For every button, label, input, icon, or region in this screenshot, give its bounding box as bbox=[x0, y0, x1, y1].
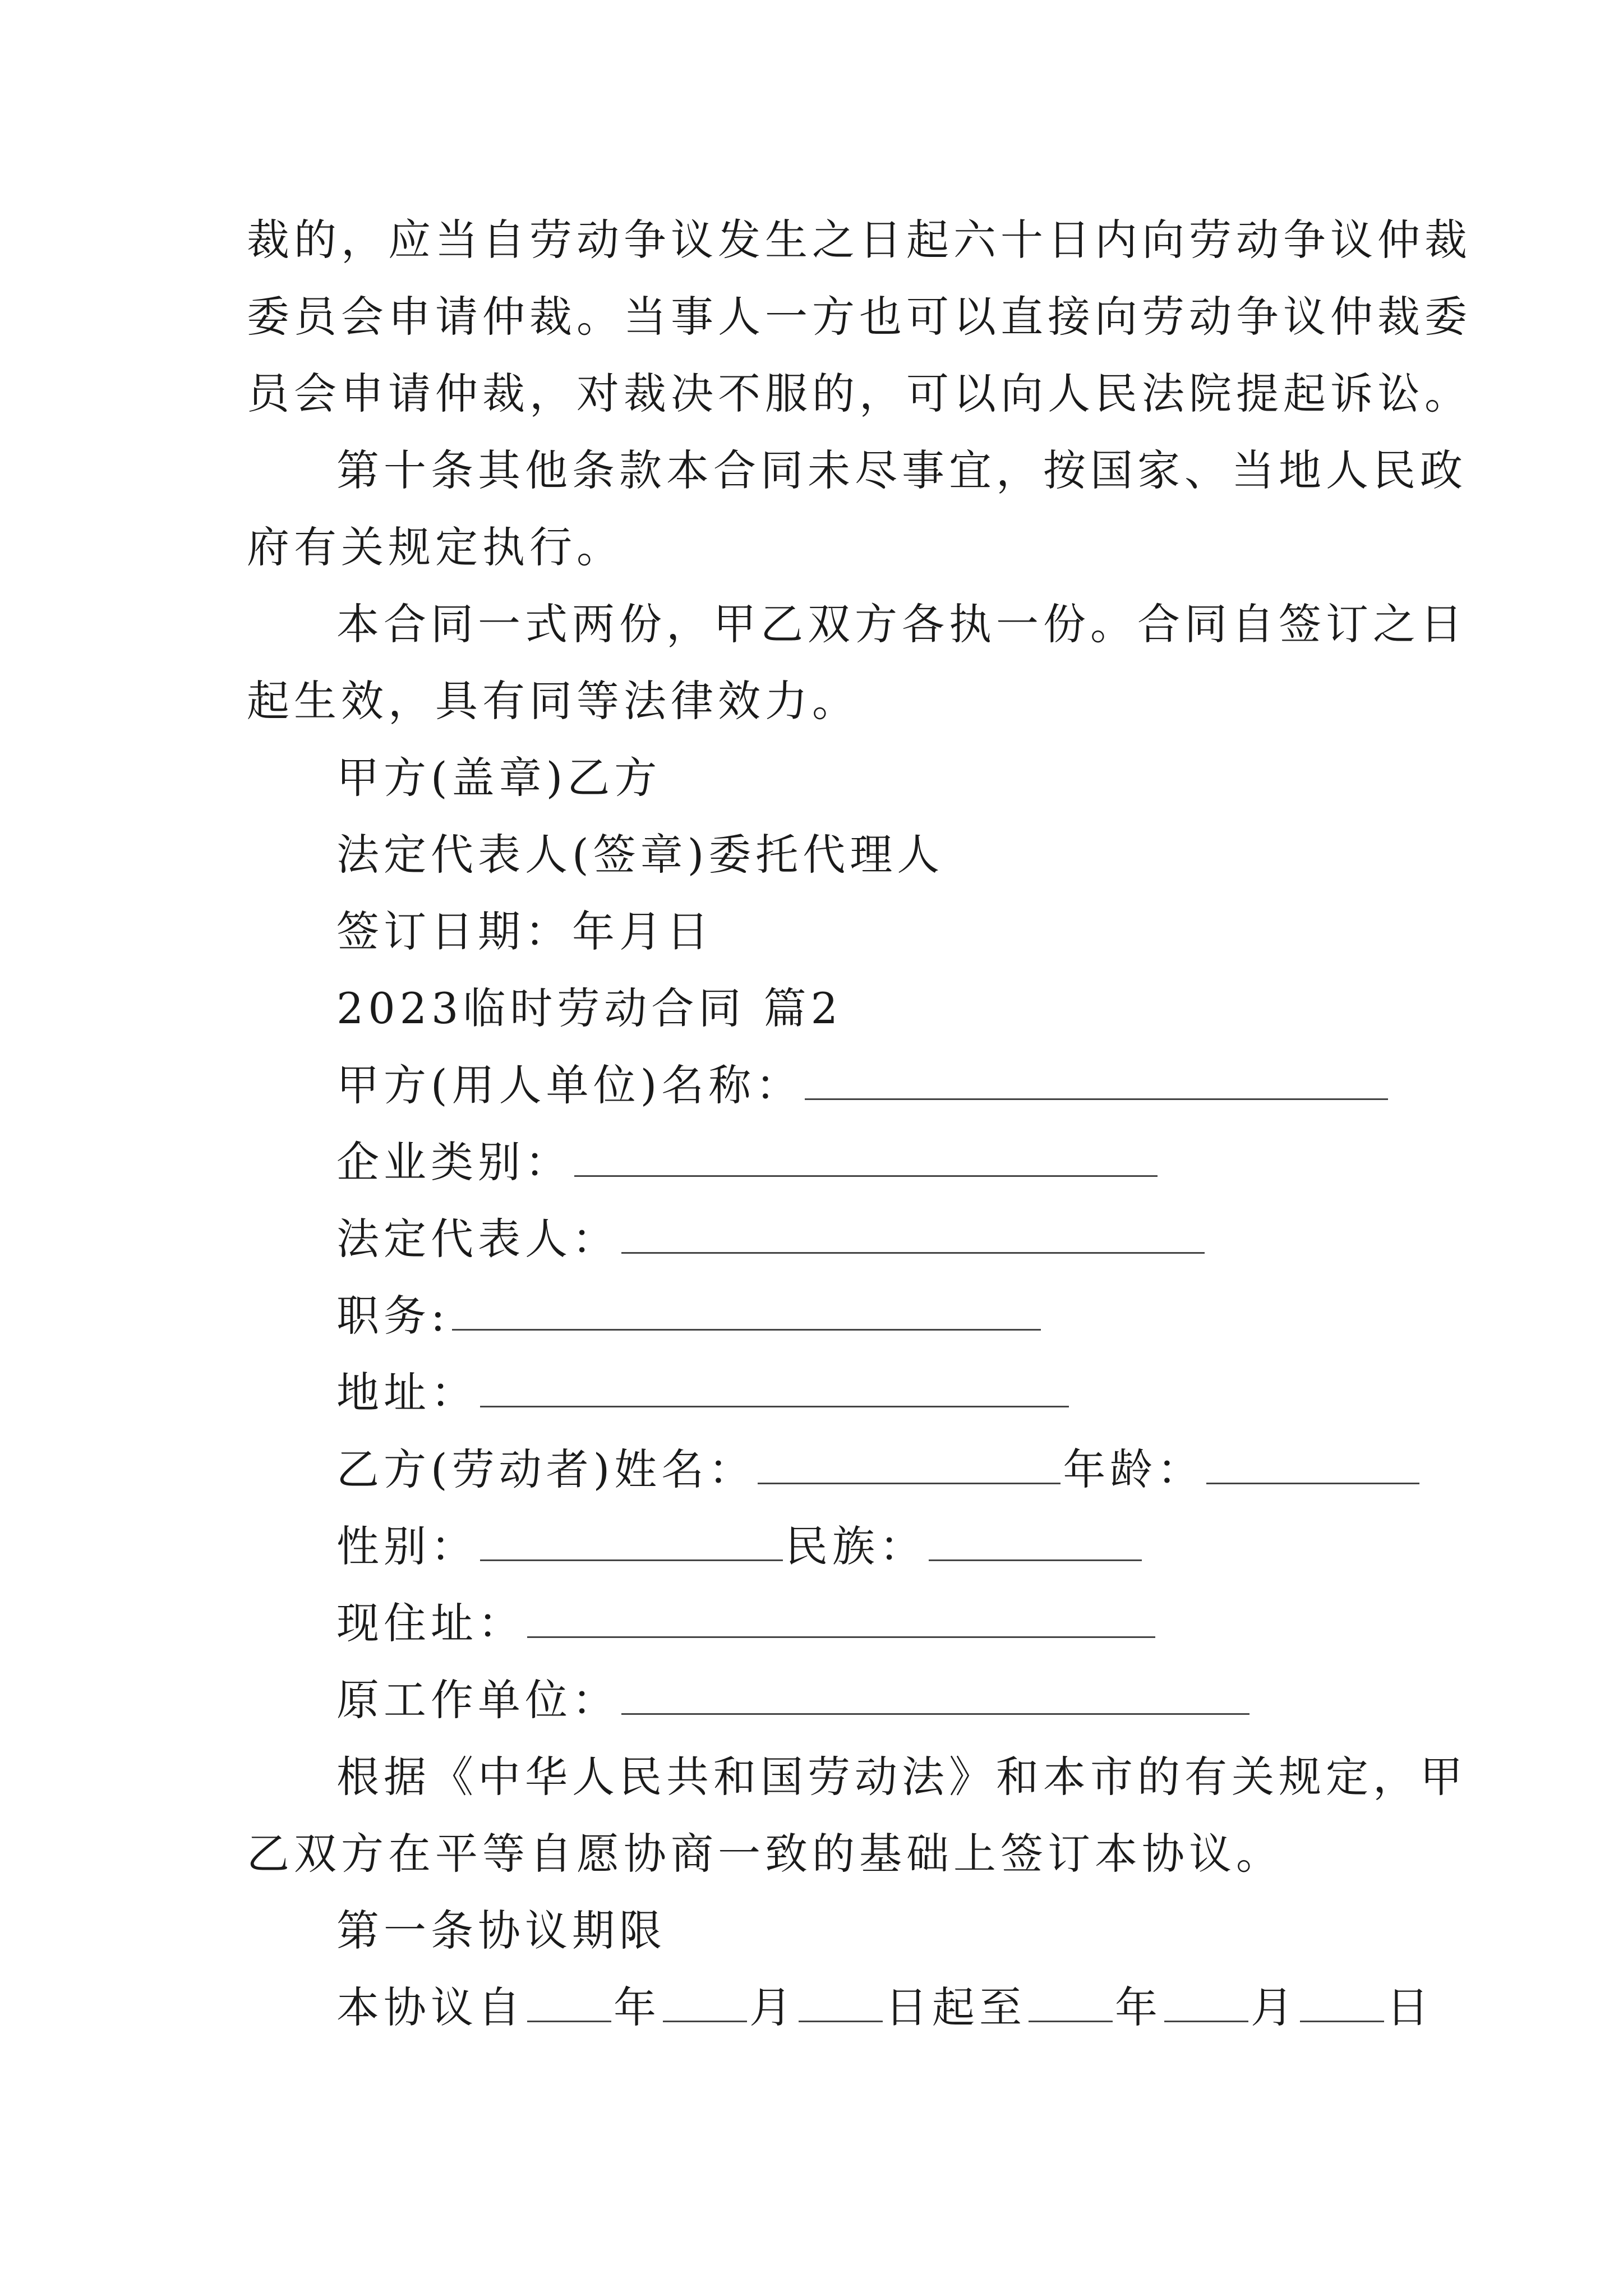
paragraph-line: 员会申请仲裁，对裁决不服的，可以向人民法院提起诉讼。 bbox=[247, 369, 1472, 418]
fill-blank bbox=[1029, 2021, 1113, 2022]
field-label: 职务: bbox=[336, 1291, 450, 1341]
fill-blank bbox=[1164, 2021, 1248, 2022]
paragraph-line: 第十条其他条款本合同未尽事宜，按国家、当地人民政 bbox=[336, 445, 1467, 495]
fill-blank bbox=[527, 1636, 1155, 1638]
field-label: 法定代表人： bbox=[336, 1214, 619, 1264]
fill-blank bbox=[805, 1098, 1388, 1100]
field-current-address bbox=[336, 1598, 1391, 1648]
term-text: 年 bbox=[1115, 1982, 1162, 2032]
paragraph-line: 本合同一式两份，甲乙双方各执一份。合同自签订之日 bbox=[336, 599, 1467, 649]
fill-blank bbox=[621, 1252, 1205, 1254]
field-label: 现住址： bbox=[336, 1598, 525, 1648]
field-label: 年龄： bbox=[1063, 1444, 1205, 1494]
article-title: 第一条协议期限 bbox=[336, 1906, 666, 1955]
signature-date-line: 签订日期：年月日 bbox=[336, 907, 713, 956]
term-text: 日起至 bbox=[885, 1982, 1026, 2032]
field-label: 甲方(用人单位)名称： bbox=[336, 1060, 803, 1110]
field-label: 企业类别： bbox=[336, 1137, 572, 1187]
fill-blank bbox=[799, 2021, 883, 2022]
fill-blank bbox=[452, 1329, 1041, 1331]
term-text: 本协议自 bbox=[336, 1982, 525, 2032]
fill-blank bbox=[929, 1559, 1142, 1561]
paragraph-line: 委员会申请仲裁。当事人一方也可以直接向劳动争议仲裁委 bbox=[247, 292, 1472, 342]
fill-blank bbox=[1300, 2021, 1384, 2022]
fill-blank bbox=[480, 1559, 783, 1561]
section-title: 2023临时劳动合同 篇2 bbox=[336, 983, 842, 1033]
field-position bbox=[336, 1291, 1391, 1341]
field-legal-rep bbox=[336, 1214, 1391, 1264]
signature-rep-line: 法定代表人(签章)委托代理人 bbox=[336, 830, 944, 880]
paragraph-line: 乙双方在平等自愿协商一致的基础上签订本协议。 bbox=[247, 1829, 1283, 1879]
field-label: 原工作单位： bbox=[336, 1675, 619, 1725]
fill-blank bbox=[621, 1713, 1249, 1715]
term-text: 月 bbox=[749, 1982, 796, 2032]
paragraph-line: 根据《中华人民共和国劳动法》和本市的有关规定，甲 bbox=[336, 1752, 1467, 1802]
paragraph-line: 裁的，应当自劳动争议发生之日起六十日内向劳动争议仲裁 bbox=[247, 215, 1472, 265]
fill-blank bbox=[1206, 1483, 1419, 1484]
fill-blank bbox=[663, 2021, 747, 2022]
article-term-line bbox=[336, 1982, 1433, 2032]
paragraph-line: 起生效，具有同等法律效力。 bbox=[247, 676, 859, 726]
field-label: 地址： bbox=[336, 1368, 478, 1418]
field-worker-name-age bbox=[336, 1444, 1391, 1494]
field-company-type bbox=[336, 1137, 1391, 1187]
field-gender-ethnicity bbox=[336, 1521, 1391, 1571]
term-text: 日 bbox=[1386, 1982, 1433, 2032]
signature-party-line: 甲方(盖章)乙方 bbox=[336, 753, 662, 803]
field-label: 性别： bbox=[336, 1521, 478, 1571]
fill-blank bbox=[527, 2021, 611, 2022]
paragraph-line: 府有关规定执行。 bbox=[247, 522, 624, 572]
field-former-employer bbox=[336, 1675, 1391, 1725]
field-address bbox=[336, 1368, 1391, 1418]
field-label: 乙方(劳动者)姓名： bbox=[336, 1444, 756, 1494]
fill-blank bbox=[480, 1406, 1069, 1407]
field-label: 民族： bbox=[785, 1521, 926, 1571]
field-employer-name bbox=[336, 1060, 1391, 1110]
term-text: 月 bbox=[1251, 1982, 1298, 2032]
fill-blank bbox=[574, 1175, 1158, 1177]
fill-blank bbox=[758, 1483, 1061, 1484]
term-text: 年 bbox=[614, 1982, 661, 2032]
